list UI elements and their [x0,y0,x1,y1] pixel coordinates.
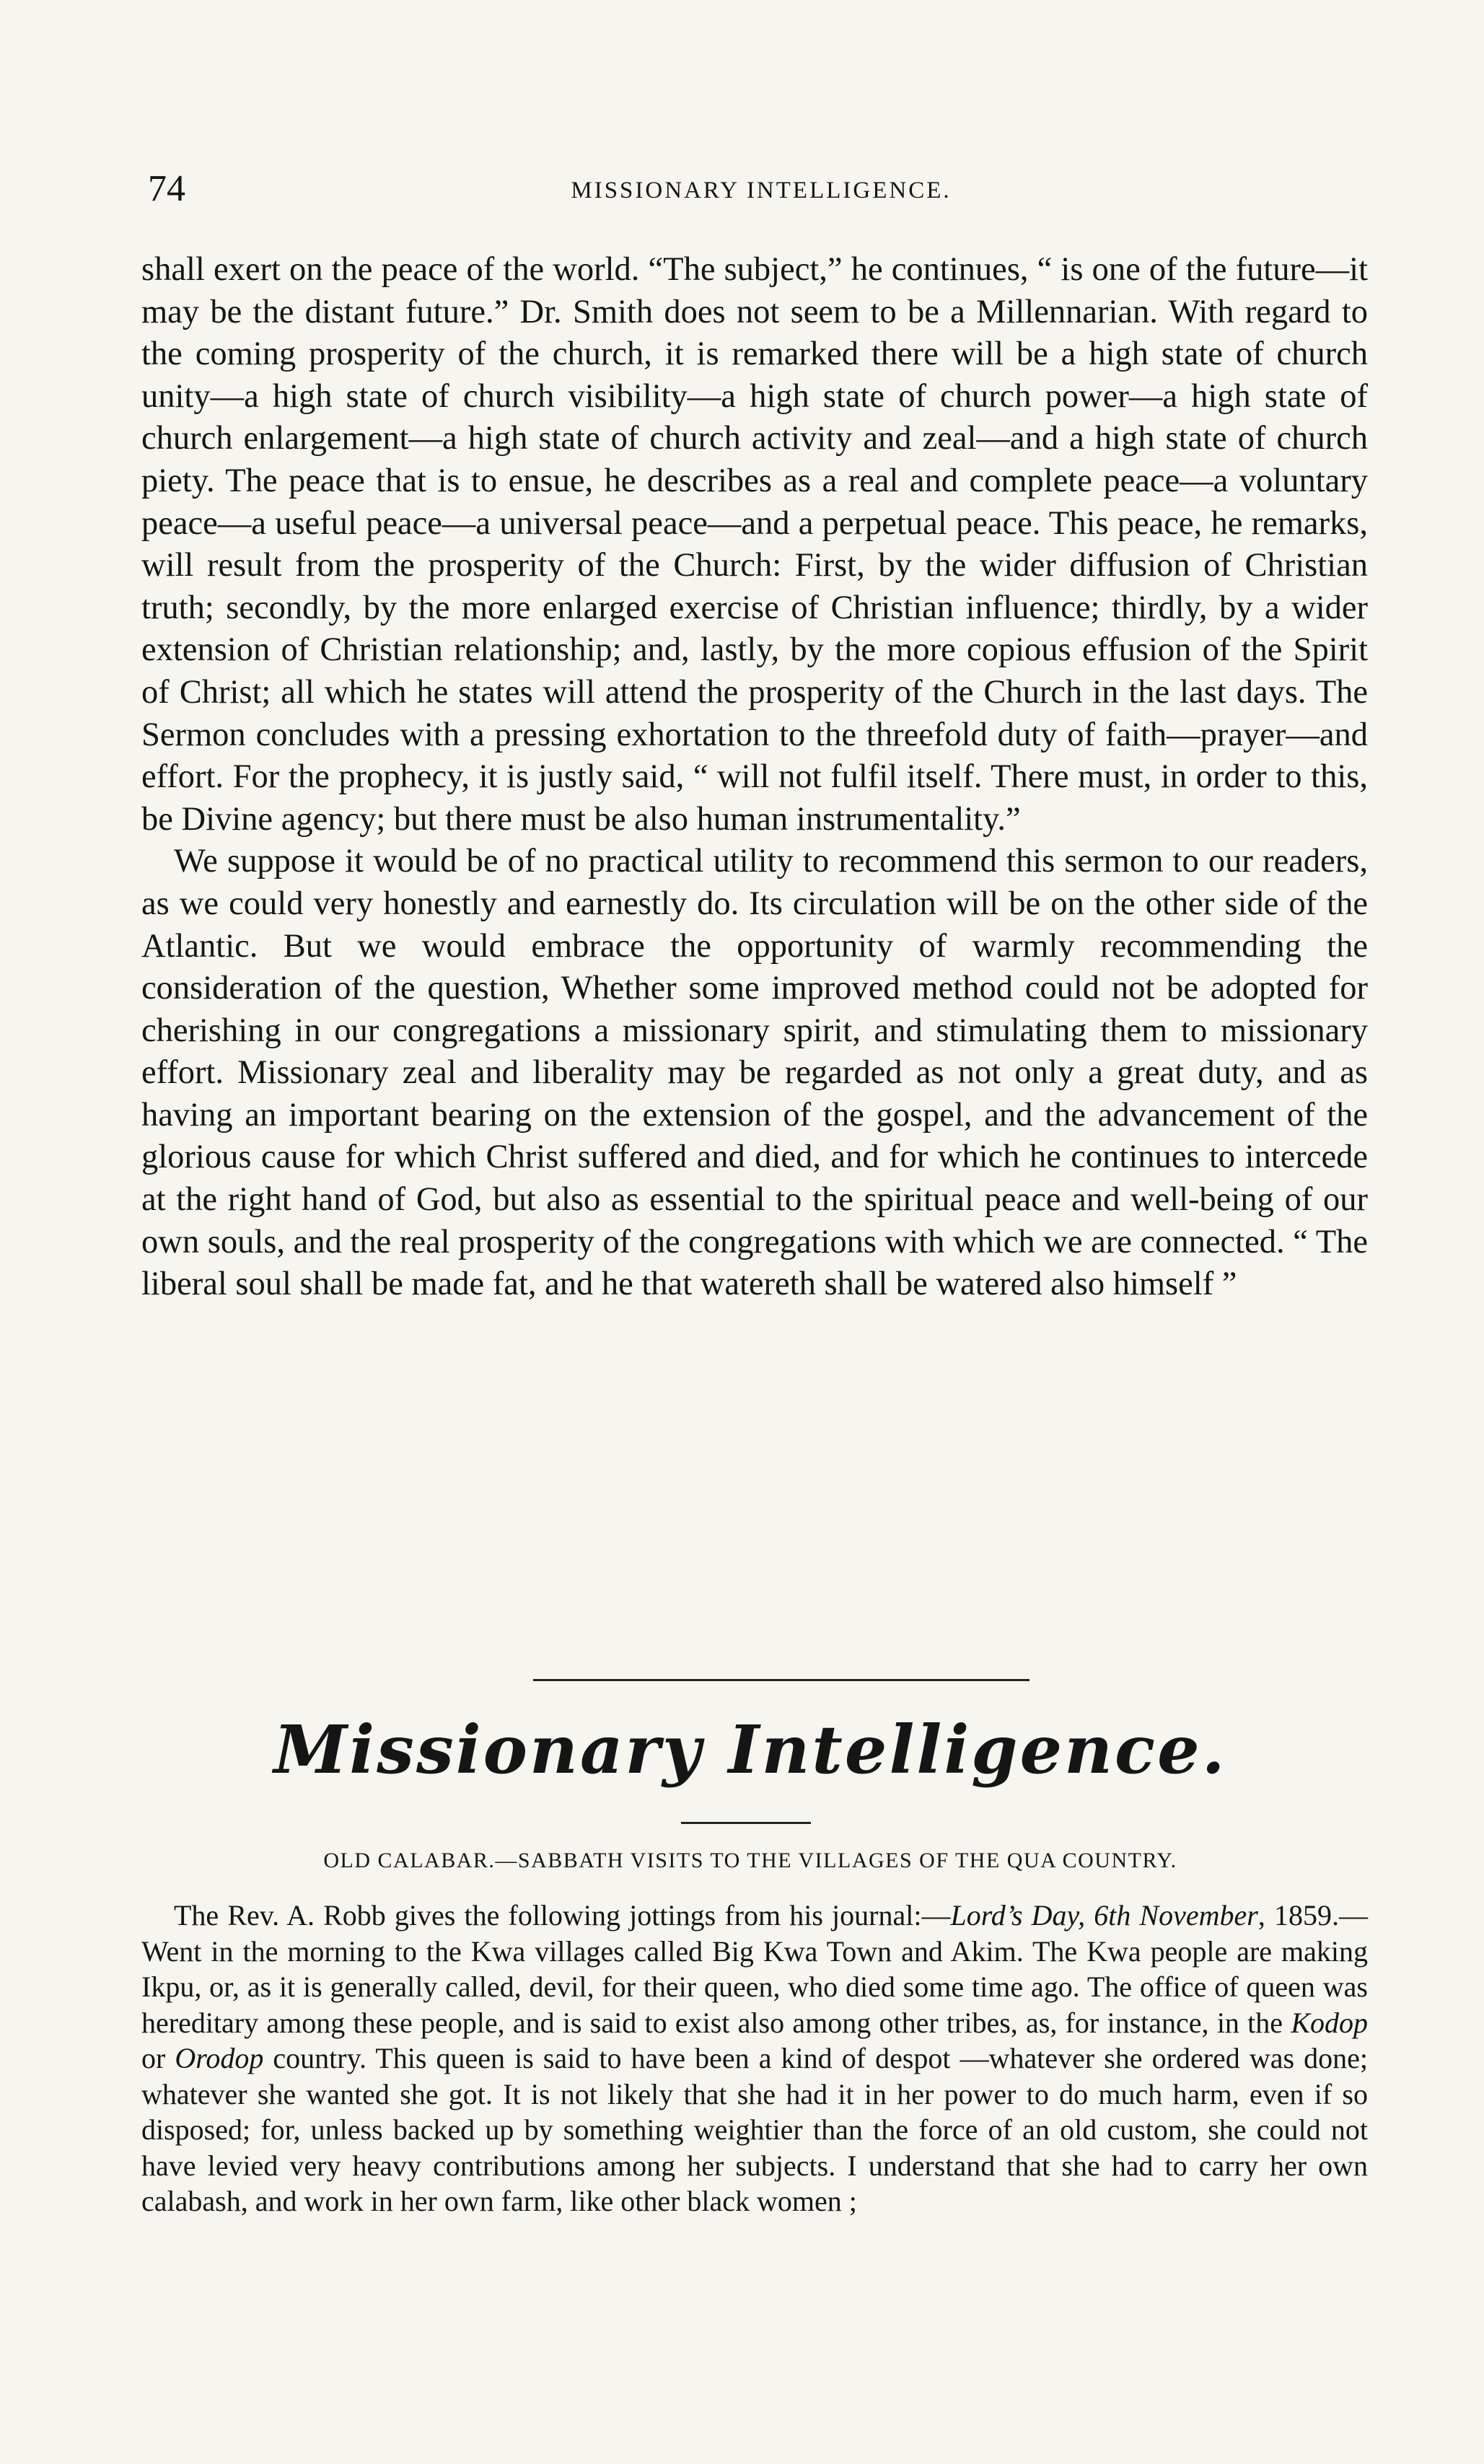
place-name: Orodop [175,2042,264,2074]
review-text [141,249,1368,1306]
article-date: Lord’s Day, 6th November [950,1899,1258,1932]
running-title: MISSIONARY INTELLIGENCE. [571,177,952,203]
title-underline [681,1822,811,1824]
section-title: Missionary Intelligence. [273,1711,1227,1789]
article-text-3: country. This queen is said to have been a kind of despot —whatever she ordered was done; whatever she wanted she got. It is not likely that she had it in her power to do much harm, even if so disposed; for, unless backed up by something weightier than the force of an old custom, she could not have levied very heavy contributions among her subjects. I understand that she had to carry her own calabash, and work in her own farm, like other black women ; [141,2042,1368,2217]
page-number: 74 [148,168,185,209]
article-text [141,1898,1368,2219]
place-name: Kodop [1291,2006,1368,2039]
article-text-1: , 1859.—Went in the morning to the Kwa villages called Big Kwa Town and Akim. The Kwa people are making Ikpu, or, as it is generally called, devil, for their queen, who died some time ago. The office of queen was hereditary among these people, and is said to exist also among other tribes, as, for instance, in the [141,1899,1368,2039]
article-heading: OLD CALABAR.—SABBATH VISITS TO THE VILLAGES OF THE QUA COUNTRY. [323,1849,1177,1872]
paragraph-2: We suppose it would be of no practical utility to recommend this sermon to our readers, as we could very honestly and earnestly do. Its circulation will be on the other side of the Atlantic. But we would embrace the opportunity of warmly recommending the consideration of the question, Whether some improved method could not be adopted for cherishing in our congregations a missionary spirit, and stimulating them to missionary effort. Missionary zeal and liberality may be regarded as not only a great duty, and as having an important bearing on the extension of the gospel, and the advancement of the glorious cause for which Christ suffered and died, and for which he continues to intercede at the right hand of God, but also as essential to the spiritual peace and well-being of our own souls, and the real prosperity of the congregations with which we are connected. “ The liberal soul shall be made fat, and he that watereth shall be watered also himself ” [141,843,1368,1303]
running-head [148,167,1374,211]
paragraph-1: shall exert on the peace of the world. “The subject,” he continues, “ is one of the future—it may be the distant future.” Dr. Smith does not seem to be a Millennarian. With regard to the coming prosperity of the church, it is remarked there will be a high state of church unity—a high state of church visibility—a high state of church power—a high state of church enlargement—a high state of church activity and zeal—and a high state of church piety. The peace that is to ensue, he describes as a real and complete peace—a voluntary peace—a useful peace—a universal peace—and a perpetual peace. This peace, he remarks, will result from the prosperity of the Church: First, by the wider diffusion of Christian truth; secondly, by the more enlarged exercise of Christian influence; thirdly, by a wider extension of Christian relationship; and, lastly, by the more copious effusion of the Spirit of Christ; all which he states will attend the prosperity of the Church in the last days. The Sermon concludes with a pressing exhortation to the threefold duty of faith—prayer—and effort. For the prophecy, it is justly said, “ will not fulfil itself. There must, in order to this, be Divine agency; but there must be also human instrumentality.” [141,251,1368,838]
article-text-2: or [141,2042,175,2074]
article-intro: The Rev. A. Robb gives the following jottings from his journal:— [174,1899,951,1932]
article-paragraph [141,1898,1368,2219]
section-divider [533,1679,1029,1681]
